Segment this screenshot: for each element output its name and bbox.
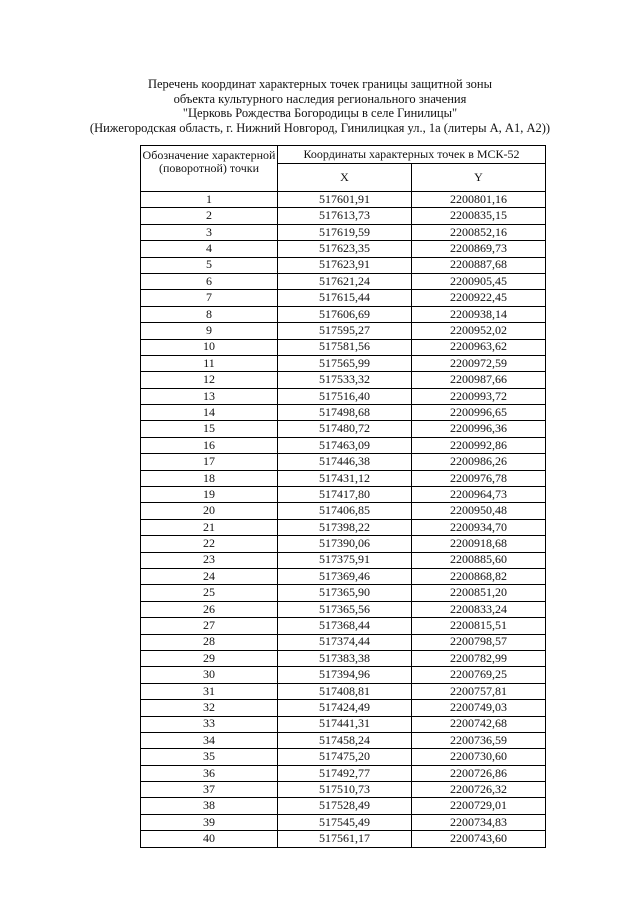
cell-y: 2200726,86 (412, 765, 546, 781)
table-row (141, 224, 546, 240)
table-row (141, 290, 546, 306)
cell-point-number: 8 (141, 306, 278, 322)
cell-point-number: 30 (141, 667, 278, 683)
table-row (141, 273, 546, 289)
table-row (141, 618, 546, 634)
cell-y: 2200950,48 (412, 503, 546, 519)
table-row (141, 388, 546, 404)
cell-point-number: 35 (141, 749, 278, 765)
cell-y: 2200868,82 (412, 568, 546, 584)
cell-x: 517398,22 (278, 519, 412, 535)
cell-y: 2200736,59 (412, 732, 546, 748)
cell-point-number: 9 (141, 323, 278, 339)
cell-x: 517431,12 (278, 470, 412, 486)
cell-y: 2200815,51 (412, 618, 546, 634)
header-y: Y (412, 164, 546, 192)
cell-y: 2200934,70 (412, 519, 546, 535)
cell-y: 2200993,72 (412, 388, 546, 404)
cell-x: 517383,38 (278, 650, 412, 666)
table-row (141, 798, 546, 814)
cell-x: 517492,77 (278, 765, 412, 781)
table-row (141, 831, 546, 847)
table-row (141, 552, 546, 568)
cell-y: 2200743,60 (412, 831, 546, 847)
cell-point-number: 28 (141, 634, 278, 650)
table-row (141, 339, 546, 355)
table-row (141, 372, 546, 388)
cell-y: 2200996,65 (412, 405, 546, 421)
cell-y: 2200730,60 (412, 749, 546, 765)
header-point-designation: Обозначение характерной (поворотной) точки (141, 146, 278, 192)
cell-x: 517406,85 (278, 503, 412, 519)
cell-point-number: 16 (141, 437, 278, 453)
cell-x: 517561,17 (278, 831, 412, 847)
table-row (141, 306, 546, 322)
cell-x: 517458,24 (278, 732, 412, 748)
cell-y: 2200729,01 (412, 798, 546, 814)
cell-point-number: 29 (141, 650, 278, 666)
cell-y: 2200734,83 (412, 814, 546, 830)
cell-x: 517408,81 (278, 683, 412, 699)
table-row (141, 814, 546, 830)
cell-x: 517369,46 (278, 568, 412, 584)
cell-x: 517463,09 (278, 437, 412, 453)
cell-point-number: 34 (141, 732, 278, 748)
cell-point-number: 38 (141, 798, 278, 814)
table-row (141, 601, 546, 617)
cell-point-number: 11 (141, 355, 278, 371)
table-row (141, 323, 546, 339)
cell-y: 2200835,15 (412, 208, 546, 224)
title-line: Перечень координат характерных точек границы защитной зоны (147, 77, 493, 91)
cell-y: 2200922,45 (412, 290, 546, 306)
table-row (141, 749, 546, 765)
coordinates-table-body (141, 192, 546, 848)
table-row (141, 241, 546, 257)
cell-y: 2200996,36 (412, 421, 546, 437)
cell-x: 517533,32 (278, 372, 412, 388)
table-row (141, 208, 546, 224)
cell-x: 517623,91 (278, 257, 412, 273)
cell-x: 517394,96 (278, 667, 412, 683)
table-row (141, 192, 546, 208)
cell-x: 517621,24 (278, 273, 412, 289)
cell-point-number: 40 (141, 831, 278, 847)
cell-y: 2200869,73 (412, 241, 546, 257)
table-row (141, 503, 546, 519)
cell-y: 2200726,32 (412, 782, 546, 798)
cell-point-number: 33 (141, 716, 278, 732)
cell-point-number: 36 (141, 765, 278, 781)
cell-y: 2200938,14 (412, 306, 546, 322)
cell-x: 517615,44 (278, 290, 412, 306)
table-row (141, 355, 546, 371)
cell-point-number: 3 (141, 224, 278, 240)
cell-x: 517565,99 (278, 355, 412, 371)
cell-x: 517581,56 (278, 339, 412, 355)
table-row (141, 487, 546, 503)
cell-x: 517365,90 (278, 585, 412, 601)
cell-y: 2200952,02 (412, 323, 546, 339)
cell-point-number: 5 (141, 257, 278, 273)
cell-point-number: 18 (141, 470, 278, 486)
cell-x: 517623,35 (278, 241, 412, 257)
cell-y: 2200905,45 (412, 273, 546, 289)
cell-y: 2200972,59 (412, 355, 546, 371)
table-row (141, 257, 546, 273)
cell-point-number: 19 (141, 487, 278, 503)
cell-point-number: 25 (141, 585, 278, 601)
cell-y: 2200801,16 (412, 192, 546, 208)
cell-point-number: 20 (141, 503, 278, 519)
cell-point-number: 27 (141, 618, 278, 634)
cell-point-number: 12 (141, 372, 278, 388)
cell-y: 2200749,03 (412, 700, 546, 716)
cell-x: 517601,91 (278, 192, 412, 208)
cell-x: 517475,20 (278, 749, 412, 765)
table-row (141, 405, 546, 421)
cell-point-number: 15 (141, 421, 278, 437)
cell-x: 517619,59 (278, 224, 412, 240)
cell-point-number: 23 (141, 552, 278, 568)
cell-y: 2200964,73 (412, 487, 546, 503)
cell-point-number: 31 (141, 683, 278, 699)
cell-point-number: 6 (141, 273, 278, 289)
cell-point-number: 22 (141, 536, 278, 552)
table-row (141, 421, 546, 437)
document-title (0, 77, 640, 135)
cell-y: 2200986,26 (412, 454, 546, 470)
table-row (141, 519, 546, 535)
table-row (141, 634, 546, 650)
cell-x: 517441,31 (278, 716, 412, 732)
table-row (141, 437, 546, 453)
cell-x: 517375,91 (278, 552, 412, 568)
table-row (141, 568, 546, 584)
cell-y: 2200769,25 (412, 667, 546, 683)
cell-x: 517595,27 (278, 323, 412, 339)
cell-x: 517528,49 (278, 798, 412, 814)
table-row (141, 470, 546, 486)
table-row (141, 765, 546, 781)
cell-x: 517424,49 (278, 700, 412, 716)
cell-y: 2200851,20 (412, 585, 546, 601)
cell-point-number: 14 (141, 405, 278, 421)
cell-x: 517516,40 (278, 388, 412, 404)
cell-y: 2200987,66 (412, 372, 546, 388)
title-line: "Церковь Рождества Богородицы в селе Гинилицы" (182, 106, 458, 121)
cell-point-number: 17 (141, 454, 278, 470)
title-line: объекта культурного наследия регионального значения (173, 91, 467, 106)
cell-point-number: 7 (141, 290, 278, 306)
cell-x: 517545,49 (278, 814, 412, 830)
cell-point-number: 26 (141, 601, 278, 617)
table-row (141, 585, 546, 601)
cell-point-number: 39 (141, 814, 278, 830)
table-row (141, 683, 546, 699)
cell-x: 517498,68 (278, 405, 412, 421)
cell-y: 2200782,99 (412, 650, 546, 666)
table-row (141, 536, 546, 552)
cell-x: 517365,56 (278, 601, 412, 617)
table-row (141, 650, 546, 666)
cell-x: 517510,73 (278, 782, 412, 798)
cell-point-number: 13 (141, 388, 278, 404)
cell-point-number: 21 (141, 519, 278, 535)
table-row (141, 700, 546, 716)
cell-x: 517374,44 (278, 634, 412, 650)
cell-point-number: 2 (141, 208, 278, 224)
coordinates-table (140, 145, 546, 848)
cell-point-number: 24 (141, 568, 278, 584)
cell-y: 2200963,62 (412, 339, 546, 355)
table-row (141, 454, 546, 470)
cell-x: 517613,73 (278, 208, 412, 224)
table-row (141, 732, 546, 748)
cell-y: 2200833,24 (412, 601, 546, 617)
cell-point-number: 1 (141, 192, 278, 208)
cell-point-number: 4 (141, 241, 278, 257)
cell-y: 2200976,78 (412, 470, 546, 486)
cell-y: 2200992,86 (412, 437, 546, 453)
title-line: (Нижегородская область, г. Нижний Новгород, Гинилицкая ул., 1а (литеры А, А1, А2)) (89, 120, 551, 135)
table-row (141, 667, 546, 683)
table-row (141, 716, 546, 732)
cell-y: 2200887,68 (412, 257, 546, 273)
header-coordinates-group: Координаты характерных точек в МСК-52 (278, 146, 546, 164)
cell-y: 2200742,68 (412, 716, 546, 732)
cell-y: 2200885,60 (412, 552, 546, 568)
table-row (141, 782, 546, 798)
cell-y: 2200798,57 (412, 634, 546, 650)
cell-point-number: 10 (141, 339, 278, 355)
cell-x: 517446,38 (278, 454, 412, 470)
cell-y: 2200918,68 (412, 536, 546, 552)
cell-x: 517417,80 (278, 487, 412, 503)
cell-y: 2200852,16 (412, 224, 546, 240)
cell-y: 2200757,81 (412, 683, 546, 699)
cell-x: 517480,72 (278, 421, 412, 437)
cell-x: 517368,44 (278, 618, 412, 634)
cell-x: 517606,69 (278, 306, 412, 322)
cell-x: 517390,06 (278, 536, 412, 552)
header-x: X (278, 164, 412, 192)
cell-point-number: 32 (141, 700, 278, 716)
cell-point-number: 37 (141, 782, 278, 798)
